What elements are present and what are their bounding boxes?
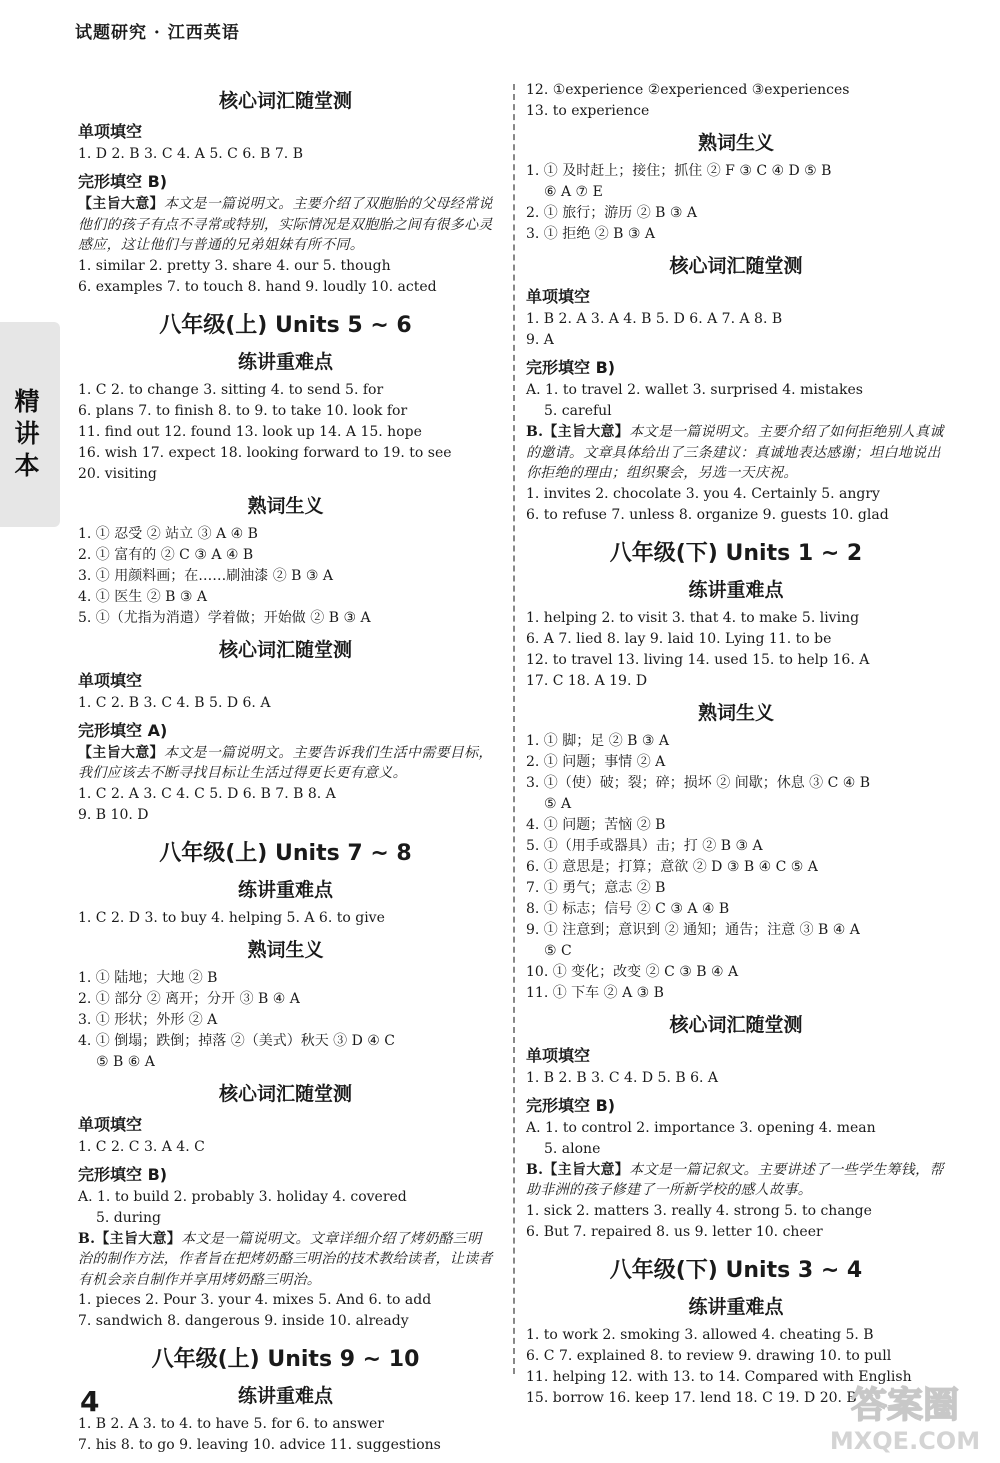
answer-line: 11. ① 下车 ② A ③ B xyxy=(526,984,664,1001)
answer-line: 6. ① 意思是；打算；意欲 ② D ③ B ④ C ⑤ A xyxy=(526,858,818,875)
subsection-title: 完形填空 B) xyxy=(78,172,168,191)
section-title: 练讲重难点 xyxy=(237,1385,333,1407)
answer-line: 1. D 2. B 3. C 4. A 5. C 6. B 7. B xyxy=(78,146,303,162)
answer-line: 7. his 8. to go 9. leaving 10. advice 11. suggestions xyxy=(78,1437,441,1453)
answer-line: 6. C 7. explained 8. to review 9. drawing 10. to pull xyxy=(526,1347,892,1364)
answer-line: 1. B 2. A 3. to 4. to have 5. for 6. to answer xyxy=(78,1416,384,1432)
side-tab-label: 精讲本 xyxy=(14,387,40,480)
answer-line: 6. A 7. lied 8. lay 9. laid 10. Lying 11. to be xyxy=(526,630,832,647)
section-title: 核心词汇随堂测 xyxy=(669,1013,803,1036)
watermark-main: 答案圈 xyxy=(850,1385,960,1426)
summary-mark: 【主旨大意】 xyxy=(78,196,164,212)
section-title: 核心词汇随堂测 xyxy=(218,638,352,661)
answer-line: 5. ①（用手或器具）击；打 ② B ③ A xyxy=(526,837,763,854)
summary-text: 本文是一篇说明文。主要介绍了双胞胎的父母经常说他们的孩子有点不寻常或特别，实际情况是双胞胎之间有很多心灵感应，这让他们与普通的兄弟姐妹有所不同。 xyxy=(78,196,493,253)
summary-mark: B.【主旨大意】 xyxy=(78,1230,182,1247)
answer-line: 1. C 2. D 3. to buy 4. helping 5. A 6. to give xyxy=(78,909,385,926)
answer-line: 7. sandwich 8. dangerous 9. inside 10. already xyxy=(78,1313,409,1329)
summary-paragraph xyxy=(526,422,946,484)
column-divider xyxy=(513,84,515,1374)
answer-line: 3. ① 用颜料画；在……刷油漆 ② B ③ A xyxy=(78,567,334,584)
answer-line: 1. ① 陆地；大地 ② B xyxy=(78,969,218,986)
subsection-title: 单项填空 xyxy=(526,287,591,306)
answer-line: A. 1. to control 2. importance 3. opening 4. mean xyxy=(526,1119,876,1136)
answer-line: 8. ① 标志；信号 ② C ③ A ④ B xyxy=(526,900,730,917)
subsection-title: 完形填空 B) xyxy=(78,1164,168,1184)
answer-line: 7. ① 勇气；意志 ② B xyxy=(526,879,666,896)
answer-line: A. 1. to build 2. probably 3. holiday 4. covered xyxy=(78,1188,407,1205)
answer-line: 1. helping 2. to visit 3. that 4. to make 5. living xyxy=(526,609,860,626)
answer-line: ⑤ B ⑥ A xyxy=(96,1053,155,1070)
answer-line: A. 1. to travel 2. wallet 3. surprised 4. mistakes xyxy=(526,382,863,398)
unit-title: 八年级(上) Units 7 ~ 8 xyxy=(159,840,412,866)
answer-line: 11. helping 12. with 13. to 14. Compared with English xyxy=(526,1368,912,1385)
subsection-title: 单项填空 xyxy=(526,1045,591,1065)
subsection-title: 单项填空 xyxy=(78,122,143,141)
answer-line: 5. during xyxy=(96,1209,161,1226)
summary-mark: B.【主旨大意】 xyxy=(526,424,630,440)
answer-line: 12. ①experience ②experienced ③experiences xyxy=(526,82,850,98)
answer-line: 1. ① 脚；足 ② B ③ A xyxy=(526,732,670,749)
answer-line: 1. C 2. B 3. C 4. B 5. D 6. A xyxy=(78,694,271,711)
section-title: 练讲重难点 xyxy=(688,578,784,601)
answer-line: 3. ①（使）破；裂；碎；损坏 ② 间歇；休息 ③ C ④ B xyxy=(526,774,871,791)
answer-line: 1. ① 忍受 ② 站立 ③ A ④ B xyxy=(78,525,258,542)
answer-line: 2. ① 旅行；游历 ② B ③ A xyxy=(526,205,698,221)
answer-line: 9. ① 注意到；意识到 ② 通知；通告；注意 ③ B ④ A xyxy=(526,921,860,938)
answer-line: 17. C 18. A 19. D xyxy=(526,672,648,689)
answer-line: 9. B 10. D xyxy=(78,806,149,823)
section-title: 核心词汇随堂测 xyxy=(669,255,803,277)
answer-line: 15. borrow 16. keep 17. lend 18. C 19. D 20. B xyxy=(526,1389,857,1406)
summary-text: 本文是一篇说明文。文章详细介绍了烤奶酪三明治的制作方法，作者旨在把烤奶酪三明治的技术教给读者，让读者有机会亲自制作并享用烤奶酪三明治。 xyxy=(78,1230,493,1288)
answer-line: 12. to travel 13. living 14. used 15. to help 16. A xyxy=(526,651,870,668)
section-title: 熟词生义 xyxy=(697,701,774,724)
answer-line: 5. alone xyxy=(544,1140,601,1157)
answer-line: 6. examples 7. to touch 8. hand 9. loudly 10. acted xyxy=(78,278,437,295)
answer-line: 6. plans 7. to finish 8. to 9. to take 10. look for xyxy=(78,402,408,419)
answer-line: ⑤ C xyxy=(544,942,572,959)
answer-line: 1. ① 及时赶上；接住；抓住 ② F ③ C ④ D ⑤ B xyxy=(526,163,832,179)
answer-line: 5. ①（尤指为消遣）学着做；开始做 ② B ③ A xyxy=(78,609,371,626)
section-title: 熟词生义 xyxy=(247,938,324,961)
unit-title: 八年级(下) Units 1 ~ 2 xyxy=(609,540,863,566)
section-title: 练讲重难点 xyxy=(237,350,333,373)
subsection-title: 完形填空 B) xyxy=(526,358,616,377)
subsection-title: 单项填空 xyxy=(78,670,143,690)
unit-title: 八年级(上) Units 9 ~ 10 xyxy=(151,1347,420,1372)
answer-line: 16. wish 17. expect 18. looking forward to 19. to see xyxy=(78,444,452,461)
answer-line: 1. to work 2. smoking 3. allowed 4. cheating 5. B xyxy=(526,1326,874,1343)
answer-line: 1. B 2. A 3. A 4. B 5. D 6. A 7. A 8. B xyxy=(526,311,783,327)
answer-line: 2. ① 问题；事情 ② A xyxy=(526,753,666,770)
section-title: 熟词生义 xyxy=(247,494,324,517)
answer-line: 9. A xyxy=(526,332,554,348)
watermark-logo xyxy=(820,1371,990,1457)
answer-line: 6. But 7. repaired 8. us 9. letter 10. cheer xyxy=(526,1223,823,1240)
answer-line: 13. to experience xyxy=(526,103,650,119)
section-title: 熟词生义 xyxy=(697,132,774,154)
answer-line: 10. ① 变化；改变 ② C ③ B ④ A xyxy=(526,963,739,980)
answer-line: ⑥ A ⑦ E xyxy=(544,184,603,200)
page-header: 试题研究 · 江西英语 xyxy=(75,23,240,43)
summary-mark: 【主旨大意】 xyxy=(78,744,164,761)
section-title: 练讲重难点 xyxy=(688,1295,784,1318)
summary-paragraph xyxy=(78,194,493,256)
summary-paragraph xyxy=(78,743,493,784)
summary-paragraph xyxy=(78,1229,493,1291)
summary-text: 本文是一篇说明文。主要介绍了如何拒绝别人真诚的邀请。文章具体给出了三条建议：真诚地表达感谢；坦白地说出你拒绝的理由；组织聚会，另选一天庆祝。 xyxy=(526,424,944,481)
answer-line: 3. ① 形状；外形 ② A xyxy=(78,1011,218,1028)
answer-line: 6. to refuse 7. unless 8. organize 9. guests 10. glad xyxy=(526,506,889,523)
section-title: 核心词汇随堂测 xyxy=(218,90,352,112)
left-column xyxy=(78,80,493,1456)
section-title: 核心词汇随堂测 xyxy=(218,1082,352,1105)
answer-line: 1. C 2. A 3. C 4. C 5. D 6. B 7. B 8. A xyxy=(78,785,336,802)
answer-line: ⑤ A xyxy=(544,795,572,812)
answer-line: 1. sick 2. matters 3. really 4. strong 5. to change xyxy=(526,1202,872,1219)
answer-line: 1. invites 2. chocolate 3. you 4. Certainly 5. angry xyxy=(526,485,880,502)
unit-title: 八年级(下) Units 3 ~ 4 xyxy=(609,1257,863,1283)
summary-paragraph xyxy=(526,1160,946,1201)
summary-text: 本文是一篇说明文。主要告诉我们生活中需要目标，我们应该去不断寻找目标让生活过得更长更有意义。 xyxy=(78,744,493,781)
subsection-title: 单项填空 xyxy=(78,1114,143,1134)
answer-line: 5. careful xyxy=(544,403,612,419)
answer-line: 4. ① 问题；苦恼 ② B xyxy=(526,816,666,833)
answer-line: 1. B 2. B 3. C 4. D 5. B 6. A xyxy=(526,1069,719,1086)
summary-mark: B.【主旨大意】 xyxy=(526,1161,630,1178)
unit-title: 八年级(上) Units 5 ~ 6 xyxy=(159,312,412,338)
right-column xyxy=(526,80,946,1409)
answer-line: 2. ① 部分 ② 离开；分开 ③ B ④ A xyxy=(78,990,300,1007)
answer-line: 1. pieces 2. Pour 3. your 4. mixes 5. And 6. to add xyxy=(78,1292,432,1308)
answer-line: 1. C 2. to change 3. sitting 4. to send 5. for xyxy=(78,381,384,398)
summary-text: 本文是一篇记叙文。主要讲述了一些学生筹钱，帮助非洲的孩子修建了一所新学校的感人故事。 xyxy=(526,1161,944,1198)
answer-line: 1. C 2. C 3. A 4. C xyxy=(78,1138,205,1155)
section-title: 练讲重难点 xyxy=(237,878,333,901)
subsection-title: 完形填空 A) xyxy=(78,720,168,740)
answer-line: 11. find out 12. found 13. look up 14. A 15. hope xyxy=(78,423,422,440)
page-number: 4 xyxy=(80,1385,100,1418)
answer-line: 2. ① 富有的 ② C ③ A ④ B xyxy=(78,546,254,563)
answer-line: 3. ① 拒绝 ② B ③ A xyxy=(526,226,656,242)
subsection-title: 完形填空 B) xyxy=(526,1095,616,1115)
watermark-url: MXQE.COM xyxy=(829,1427,981,1455)
answer-line: 4. ① 医生 ② B ③ A xyxy=(78,588,208,605)
answer-line: 1. similar 2. pretty 3. share 4. our 5. though xyxy=(78,257,391,274)
answer-line: 4. ① 倒塌；跌倒；掉落 ②（美式）秋天 ③ D ④ C xyxy=(78,1032,395,1049)
answer-line: 20. visiting xyxy=(78,465,157,482)
